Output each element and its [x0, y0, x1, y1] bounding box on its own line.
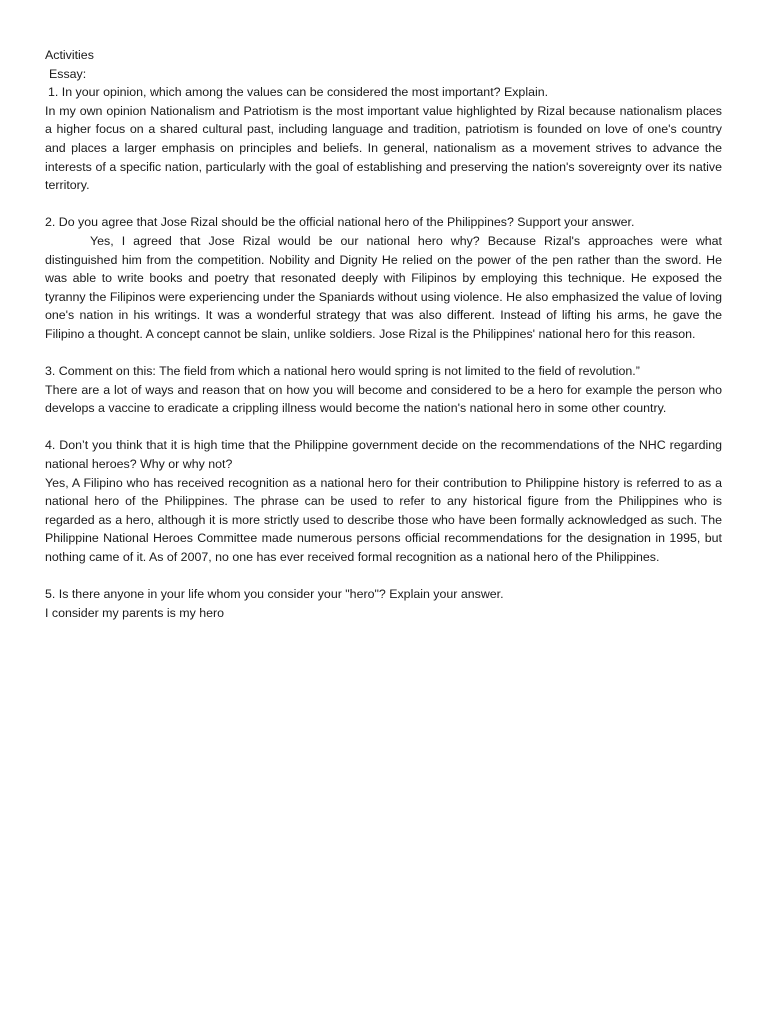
- essay-label: Essay:: [49, 66, 87, 81]
- question-2: 2. Do you agree that Jose Rizal should be the official national hero of the Philippines? Support your answer.: [45, 215, 635, 230]
- question-3: 3. Comment on this: The field from which a national hero would spring is not limited to the field of revolution.”: [45, 364, 640, 379]
- question-5: 5. Is there anyone in your life whom you consider your "hero"? Explain your answer.: [45, 587, 504, 602]
- answer-1: In my own opinion Nationalism and Patriotism is the most important value highlighted by Rizal because nationalism places a higher focus on a shared cultural past, including language and tradition, patriotism is founded on love of one's country and places a larger emphasis on principles and beliefs. In general, nationalism as a movement strives to advance the interests of a specific nation, particularly with the goal of establishing and preserving the nation's sovereignty over its native territory.: [45, 103, 722, 193]
- question-4: 4. Don’t you think that it is high time that the Philippine government decide on the recommendations of the NHC regarding national heroes? Why or why not?: [45, 438, 722, 472]
- document-page: [45, 46, 722, 622]
- question-1: 1. In your opinion, which among the values can be considered the most important? Explain.: [48, 85, 549, 100]
- spacer: [45, 418, 722, 437]
- answer-2: Yes, I agreed that Jose Rizal would be our national hero why? Because Rizal's approaches were what distinguished him from the competition. Nobility and Dignity He relied on the power of the pen rather than the sword. He was able to write books and poetry that resonated deeply with Filipinos by employing this technique. He exposed the tyranny the Filipinos were experiencing under the Spaniards without using violence. He also emphasized the value of loving one's nation in his writings. It was a wonderful strategy that was also different. Instead of lifting his arms, he gave the Filipino a thought. A concept cannot be slain, unlike soldiers. Jose Rizal is the Philippines' national hero for this reason.: [45, 233, 722, 341]
- answer-4: Yes, A Filipino who has received recognition as a national hero for their contribution to Philippine history is referred to as a national hero of the Philippines. The phrase can be used to refer to any historical figure from the Philippines who is regarded as a hero, although it is more strictly used to describe those who have been formally acknowledged as such. The Philippine National Heroes Committee made numerous persons official recommendations for the designation in 1995, but nothing came of it. As of 2007, no one has ever received formal recognition as a national hero of the Philippines.: [45, 475, 722, 565]
- answer-5: I consider my parents is my hero: [45, 605, 225, 620]
- spacer: [45, 195, 722, 214]
- spacer: [45, 344, 722, 363]
- document-heading: Activities: [45, 48, 94, 62]
- answer-3: There are a lot of ways and reason that on how you will become and considered to be a hero for example the person who develops a vaccine to eradicate a crippling illness would become the nation's national hero in some other country.: [45, 382, 722, 416]
- spacer: [45, 567, 722, 586]
